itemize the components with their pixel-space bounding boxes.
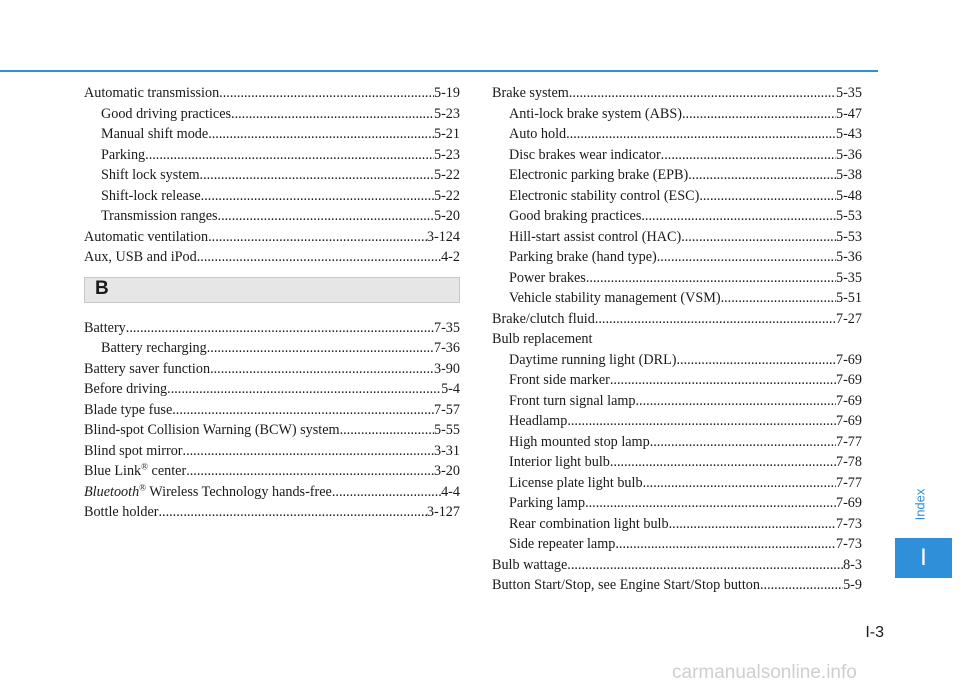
index-group-a <box>84 83 460 268</box>
side-label <box>905 474 935 534</box>
index-entry[interactable] <box>84 338 460 359</box>
index-entry-page: 7-78 <box>835 454 862 470</box>
index-entry-text: Bluetooth <box>84 483 140 500</box>
index-entry-page: 7-69 <box>835 495 862 511</box>
index-entry-page: 7-69 <box>835 413 862 429</box>
index-entry[interactable] <box>84 461 460 482</box>
index-entry-page: 5-51 <box>835 290 862 306</box>
dot-leader <box>682 104 836 125</box>
index-entry-title <box>101 186 201 207</box>
dot-leader <box>569 83 836 104</box>
index-entry-title <box>509 227 681 248</box>
index-entry-title <box>101 145 145 166</box>
index-entry-title <box>101 338 207 359</box>
index-entry-title <box>101 165 200 186</box>
dot-leader <box>186 461 434 482</box>
dot-leader <box>650 432 836 453</box>
index-entry-title <box>492 575 760 596</box>
index-entry[interactable] <box>492 83 862 104</box>
index-entry-page: 5-35 <box>835 269 862 286</box>
dot-leader <box>145 145 434 166</box>
dot-leader <box>566 124 836 145</box>
index-entry-text: Battery recharging <box>101 340 207 356</box>
dot-leader <box>158 502 426 523</box>
index-entry-text: Parking <box>101 146 146 163</box>
index-entry[interactable] <box>492 350 862 371</box>
dot-leader <box>208 227 427 248</box>
index-entry-title <box>509 432 650 453</box>
dot-leader <box>197 247 441 268</box>
index-entry-text: Aux, USB and iPod <box>84 249 197 265</box>
index-entry[interactable] <box>84 227 460 248</box>
index-entry-page: 7-27 <box>835 310 862 327</box>
index-entry-title <box>84 379 167 400</box>
dot-leader <box>676 350 836 371</box>
dot-leader <box>340 420 434 441</box>
index-entry[interactable] <box>492 493 862 514</box>
index-entry-text: Blind spot mirror <box>84 442 183 459</box>
dot-leader <box>688 165 836 186</box>
index-entry-title <box>509 514 669 535</box>
index-entry-title <box>509 247 657 268</box>
index-entry-page: 8-3 <box>843 556 862 573</box>
index-entry-page: 3-124 <box>426 228 460 245</box>
dot-leader <box>172 400 434 421</box>
index-entry-page: 5-36 <box>835 146 862 163</box>
index-entry[interactable] <box>84 124 460 145</box>
index-tab-letter: I <box>920 544 927 571</box>
index-entry[interactable] <box>492 411 862 432</box>
dot-leader <box>231 104 434 125</box>
index-entry-page: 7-35 <box>433 319 460 336</box>
index-entry-page: 5-23 <box>433 105 460 122</box>
index-entry[interactable] <box>492 391 862 412</box>
index-entry-page: 7-69 <box>835 392 862 409</box>
dot-leader <box>567 411 836 432</box>
index-entry-text: Anti-lock brake system (ABS) <box>509 105 682 122</box>
index-entry[interactable] <box>84 420 460 441</box>
dot-leader <box>595 309 836 330</box>
index-entry[interactable] <box>492 575 862 596</box>
index-entry[interactable] <box>84 318 460 339</box>
index-entry-page: 7-77 <box>835 433 862 450</box>
dot-leader <box>207 338 434 359</box>
dot-leader <box>210 359 434 380</box>
dot-leader <box>681 227 836 248</box>
index-entry-title <box>101 104 231 125</box>
index-entry-page: 5-35 <box>835 85 862 101</box>
index-entry[interactable] <box>492 247 862 268</box>
index-entry-text: Before driving <box>84 381 168 397</box>
index-entry-page: 7-73 <box>835 515 862 532</box>
index-entry-text: Auto hold <box>509 126 567 142</box>
index-entry-title <box>84 227 208 248</box>
index-entry-page: 5-53 <box>835 228 862 245</box>
index-entry-text: Power brakes <box>509 269 586 286</box>
index-entry-text: Rear combination light bulb <box>509 515 669 532</box>
index-entry[interactable] <box>84 186 460 207</box>
dot-leader <box>183 441 434 462</box>
index-entry[interactable] <box>84 165 460 186</box>
index-entry-page: 5-19 <box>433 85 460 101</box>
dot-leader <box>219 83 434 104</box>
dot-leader <box>661 145 836 166</box>
index-entry[interactable] <box>492 124 862 145</box>
index-entry-text: Electronic parking brake (EPB) <box>509 167 689 183</box>
index-entry-text: Blade type fuse <box>84 401 173 418</box>
index-entry-title <box>509 104 682 125</box>
index-entry[interactable] <box>492 227 862 248</box>
index-entry[interactable] <box>84 379 460 400</box>
index-entry-text-rest: Wireless Technology hands-free <box>146 483 332 500</box>
index-entry[interactable] <box>84 104 460 125</box>
index-column-left <box>84 83 460 523</box>
index-entry-title <box>509 145 661 166</box>
index-entry-page: 5-48 <box>835 187 862 204</box>
index-entry[interactable] <box>492 534 862 555</box>
index-entry-text-rest: center <box>147 463 187 479</box>
index-entry[interactable] <box>492 452 862 473</box>
index-entry-text: Hill-start assist control (HAC) <box>509 228 682 245</box>
index-entry-page: 7-57 <box>433 401 460 418</box>
index-entry-text: Shift lock system <box>101 167 200 183</box>
index-entry-text: Bottle holder <box>84 504 159 520</box>
dot-leader <box>657 247 836 268</box>
section-letter-bar <box>84 277 460 303</box>
dot-leader <box>643 473 836 494</box>
index-entry-page: 7-69 <box>835 351 862 368</box>
index-entry[interactable] <box>84 206 460 227</box>
index-column-right <box>492 83 862 596</box>
index-entry-page: 5-9 <box>843 577 862 593</box>
index-entry-text: Parking brake (hand type) <box>509 249 657 265</box>
index-entry-title <box>84 400 172 421</box>
index-entry[interactable] <box>492 165 862 186</box>
index-entry[interactable] <box>492 186 862 207</box>
index-entry[interactable] <box>492 473 862 494</box>
index-entry[interactable] <box>492 145 862 166</box>
index-entry-title <box>509 288 721 309</box>
index-entry-title <box>101 124 208 145</box>
index-entry-title <box>509 206 641 227</box>
dot-leader <box>586 268 836 289</box>
index-entry-page: 5-43 <box>835 126 862 142</box>
index-entry-text: Vehicle stability management (VSM) <box>509 290 721 306</box>
index-entry-title <box>509 411 567 432</box>
index-entry-text: Battery <box>84 319 126 336</box>
index-entry-title <box>492 329 592 350</box>
watermark: carmanualsonline.info <box>672 662 857 683</box>
index-entry[interactable] <box>84 482 460 503</box>
registered-mark: ® <box>139 481 147 492</box>
index-entry-page: 5-4 <box>441 381 460 397</box>
index-entry[interactable] <box>84 247 460 268</box>
index-entry[interactable] <box>492 288 862 309</box>
index-entry-page: 5-36 <box>835 249 862 265</box>
side-label-text: Index <box>912 488 928 520</box>
index-entry-title <box>509 268 586 289</box>
index-entry-text: Parking lamp <box>509 495 586 511</box>
index-entry-text: Front turn signal lamp <box>509 392 636 409</box>
index-entry-text: Battery saver function <box>84 360 211 377</box>
index-entry-text: Bulb replacement <box>492 331 593 347</box>
index-entry[interactable] <box>492 514 862 535</box>
dot-leader <box>200 165 434 186</box>
index-entry-title <box>84 441 183 462</box>
index-entry-page: 5-22 <box>433 187 460 204</box>
index-entry-text: Brake/clutch fluid <box>492 310 595 327</box>
index-entry-title <box>101 206 218 227</box>
index-entry-page: 5-38 <box>835 167 862 183</box>
dot-leader <box>567 555 843 576</box>
index-entry-text: Daytime running light (DRL) <box>509 351 677 368</box>
dot-leader <box>610 370 836 391</box>
index-entry-text: Good braking practices <box>509 208 642 224</box>
dot-leader <box>610 452 836 473</box>
index-entry-title <box>84 83 219 104</box>
index-entry-title <box>492 555 567 576</box>
index-entry-text: Side repeater lamp <box>509 536 616 552</box>
index-group-b <box>84 318 460 523</box>
index-entry-page: 3-31 <box>433 442 460 459</box>
index-entry-text: Headlamp <box>509 413 568 429</box>
index-entry-page: 5-23 <box>433 146 460 163</box>
index-entry-text: Interior light bulb <box>509 454 610 470</box>
index-entry[interactable] <box>84 145 460 166</box>
index-entry[interactable] <box>492 104 862 125</box>
registered-mark: ® <box>141 461 148 472</box>
index-entry-text: Automatic transmission <box>84 85 220 101</box>
top-rule <box>0 70 878 72</box>
index-entry-text: Automatic ventilation <box>84 228 209 245</box>
index-entry-title <box>84 359 210 380</box>
index-entry[interactable] <box>492 206 862 227</box>
dot-leader <box>721 288 836 309</box>
index-entry-title <box>84 482 332 503</box>
index-entry-page: 7-36 <box>433 340 460 356</box>
index-entry-text: Shift-lock release <box>101 187 201 204</box>
dot-leader <box>218 206 434 227</box>
index-entry-title <box>509 391 636 412</box>
index-entry-text: Brake system <box>492 85 569 101</box>
dot-leader <box>167 379 441 400</box>
dot-leader <box>669 514 836 535</box>
index-entry-page: 5-55 <box>433 422 460 438</box>
dot-leader <box>636 391 836 412</box>
index-entry-page: 7-73 <box>835 536 862 552</box>
index-entry-title <box>84 461 186 482</box>
dot-leader <box>201 186 434 207</box>
index-entry-page: 7-77 <box>835 474 862 491</box>
index-entry-text: Manual shift mode <box>101 126 209 142</box>
index-entry-page: 5-53 <box>835 208 862 224</box>
index-entry-text: License plate light bulb <box>509 474 643 491</box>
index-entry[interactable] <box>492 370 862 391</box>
index-group-right <box>492 83 862 596</box>
index-entry-text: Button Start/Stop, see Engine Start/Stop button <box>492 577 760 593</box>
index-entry-title <box>492 309 595 330</box>
index-entry[interactable] <box>492 309 862 330</box>
index-entry-title <box>509 534 615 555</box>
index-entry-text: Blind-spot Collision Warning (BCW) system <box>84 422 340 438</box>
index-entry-text: High mounted stop lamp <box>509 433 650 450</box>
dot-leader <box>615 534 836 555</box>
index-entry-page: 3-90 <box>433 360 460 377</box>
index-entry-page: 5-20 <box>433 208 460 224</box>
index-entry-title <box>509 452 610 473</box>
index-entry-title <box>509 165 688 186</box>
dot-leader <box>126 318 434 339</box>
index-entry-title <box>84 318 126 339</box>
index-entry-title <box>509 350 676 371</box>
index-entry-page: 5-21 <box>433 126 460 142</box>
index-entry-text: Transmission ranges <box>101 208 218 224</box>
dot-leader <box>641 206 836 227</box>
section-letter: B <box>95 278 109 300</box>
dot-leader <box>208 124 434 145</box>
index-entry-title <box>509 493 585 514</box>
index-entry-text: Electronic stability control (ESC) <box>509 187 700 204</box>
index-entry-page: 5-47 <box>835 105 862 122</box>
index-entry-page: 3-127 <box>426 504 460 520</box>
index-entry-title <box>492 83 569 104</box>
dot-leader <box>699 186 836 207</box>
index-entry-title <box>84 420 340 441</box>
index-entry-title <box>84 247 197 268</box>
index-entry[interactable] <box>84 359 460 380</box>
index-entry-text: Blue Link <box>84 463 142 479</box>
index-entry-page: 4-4 <box>441 483 460 500</box>
dot-leader <box>760 575 843 596</box>
index-entry-title <box>84 502 158 523</box>
index-entry[interactable] <box>84 83 460 104</box>
index-entry-title <box>509 370 610 391</box>
index-entry[interactable] <box>492 555 862 576</box>
index-entry-title <box>509 186 699 207</box>
index-tab[interactable] <box>895 538 952 578</box>
dot-leader <box>332 482 441 503</box>
index-entry[interactable] <box>492 268 862 289</box>
index-entry-title <box>509 473 643 494</box>
index-entry-page: 4-2 <box>441 249 460 265</box>
index-entry[interactable] <box>492 329 862 350</box>
index-entry[interactable] <box>84 400 460 421</box>
index-entry-text: Bulb wattage <box>492 556 568 573</box>
index-entry-title <box>509 124 566 145</box>
index-entry-page: 7-69 <box>835 372 862 388</box>
index-entry-page: 3-20 <box>433 463 460 479</box>
page-number: I-3 <box>865 624 884 641</box>
index-entry[interactable] <box>84 502 460 523</box>
index-entry-page: 5-22 <box>433 167 460 183</box>
index-entry-text: Front side marker <box>509 372 610 388</box>
index-entry[interactable] <box>84 441 460 462</box>
index-entry[interactable] <box>492 432 862 453</box>
dot-leader <box>585 493 836 514</box>
index-entry-text: Disc brakes wear indicator <box>509 146 661 163</box>
index-entry-text: Good driving practices <box>101 105 232 122</box>
